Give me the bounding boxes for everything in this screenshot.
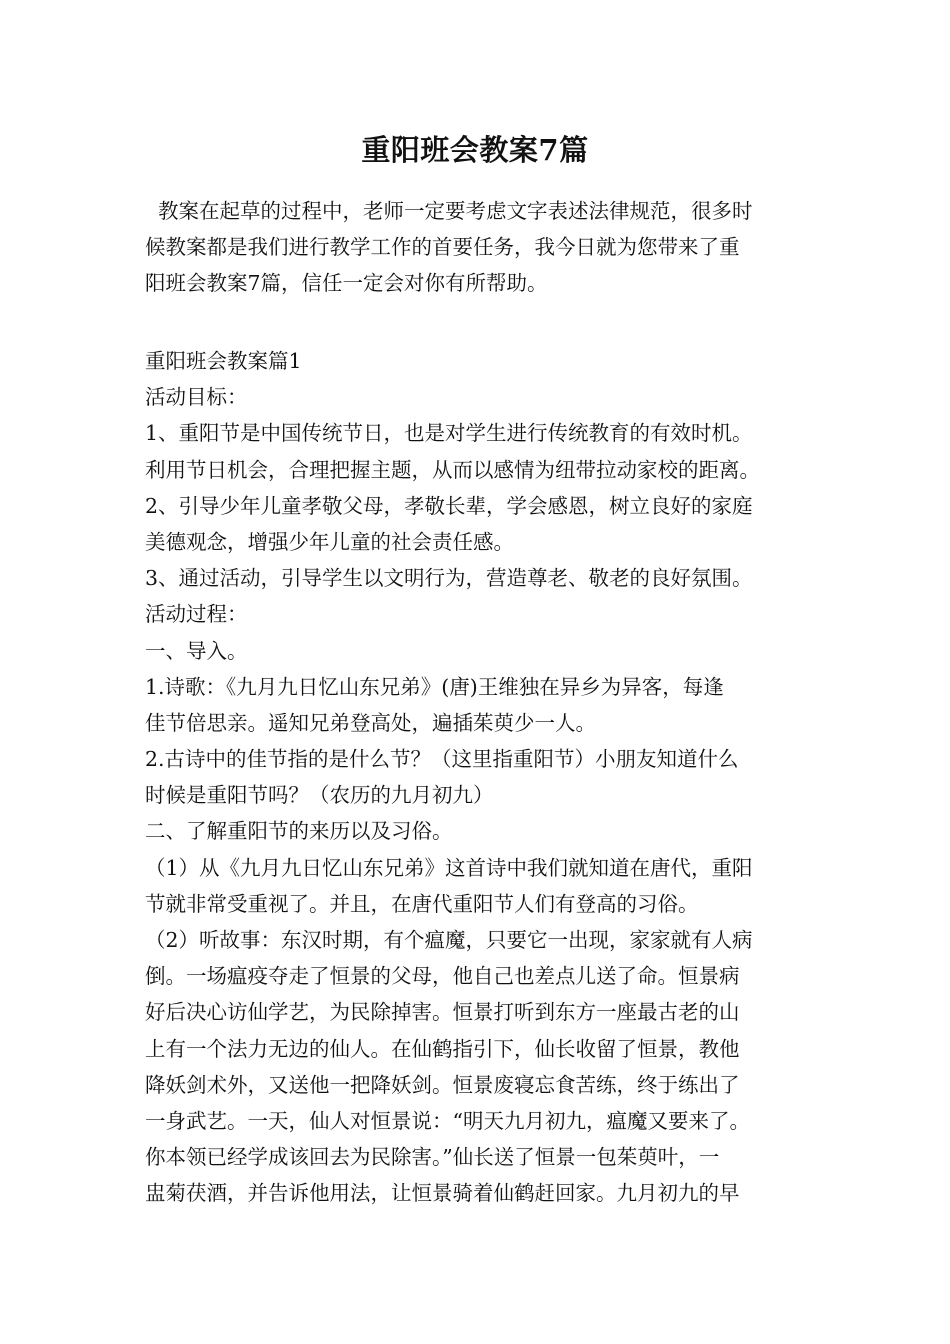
body-line: 好后决心访仙学艺，为民除掉害。恒景打听到东方一座最古老的山 [145,1000,740,1025]
body-line: 一、导入。 [145,638,248,663]
body-line: 盅菊茯酒，并告诉他用法，让恒景骑着仙鹤赶回家。九月初九的早 [145,1181,740,1206]
body-line: 上有一个法力无边的仙人。在仙鹤指引下，仙长收留了恒景，教他 [145,1036,740,1061]
document-title: 重阳班会教案7篇 [361,133,589,167]
body-line: 降妖剑术外，又送他一把降妖剑。恒景废寝忘食苦练，终于练出了 [145,1072,740,1097]
body-line: （1）从《九月九日忆山东兄弟》这首诗中我们就知道在唐代，重阳 [145,855,753,880]
subheading-process: 活动过程： [145,602,248,627]
body-line: 3、通过活动，引导学生以文明行为，营造尊老、敬老的良好氛围。 [145,566,753,591]
body-line: 佳节倍思亲。遥知兄弟登高处，遍插茱萸少一人。 [145,710,596,735]
section-heading: 重阳班会教案篇1 [145,349,302,373]
body-line: 倒。一场瘟疫夺走了恒景的父母，他自己也差点儿送了命。恒景病 [145,964,740,989]
subheading-goals: 活动目标： [145,385,248,410]
body-line: 1、重阳节是中国传统节日，也是对学生进行传统教育的有效时机。 [145,421,753,446]
intro-line: 教案在起草的过程中，老师一定要考虑文字表述法律规范，很多时 [145,199,753,223]
body-line: 利用节日机会，合理把握主题，从而以感情为纽带拉动家校的距离。 [145,457,760,482]
body-line: 2.古诗中的佳节指的是什么节？（这里指重阳节）小朋友知道什么 [145,747,739,772]
body-line: 1.诗歌：《九月九日忆山东兄弟》(唐)王维独在异乡为异客，每逢 [145,674,724,699]
body-line: 一身武艺。一天，仙人对恒景说：“明天九月初九，瘟魔又要来了。 [145,1108,750,1133]
body-line: 节就非常受重视了。并且，在唐代重阳节人们有登高的习俗。 [145,891,699,916]
body-line: 美德观念，增强少年儿童的社会责任感。 [145,529,514,554]
body-line: 二、了解重阳节的来历以及习俗。 [145,819,453,844]
body-line: 你本领已经学成该回去为民除害。”仙长送了恒景一包茱萸叶，一 [145,1145,720,1170]
intro-line: 候教案都是我们进行教学工作的首要任务，我今日就为您带来了重 [145,235,740,260]
body-line: （2）听故事：东汉时期，有个瘟魔，只要它一出现，家家就有人病 [145,928,753,952]
intro-line: 阳班会教案7篇，信任一定会对你有所帮助。 [145,271,548,296]
body-line: 2、引导少年儿童孝敬父母，孝敬长辈，学会感恩，树立良好的家庭 [145,493,753,518]
body-line: 时候是重阳节吗？（农历的九月初九） [145,783,494,808]
lesson-content [145,343,825,1212]
intro-paragraph [145,193,825,302]
